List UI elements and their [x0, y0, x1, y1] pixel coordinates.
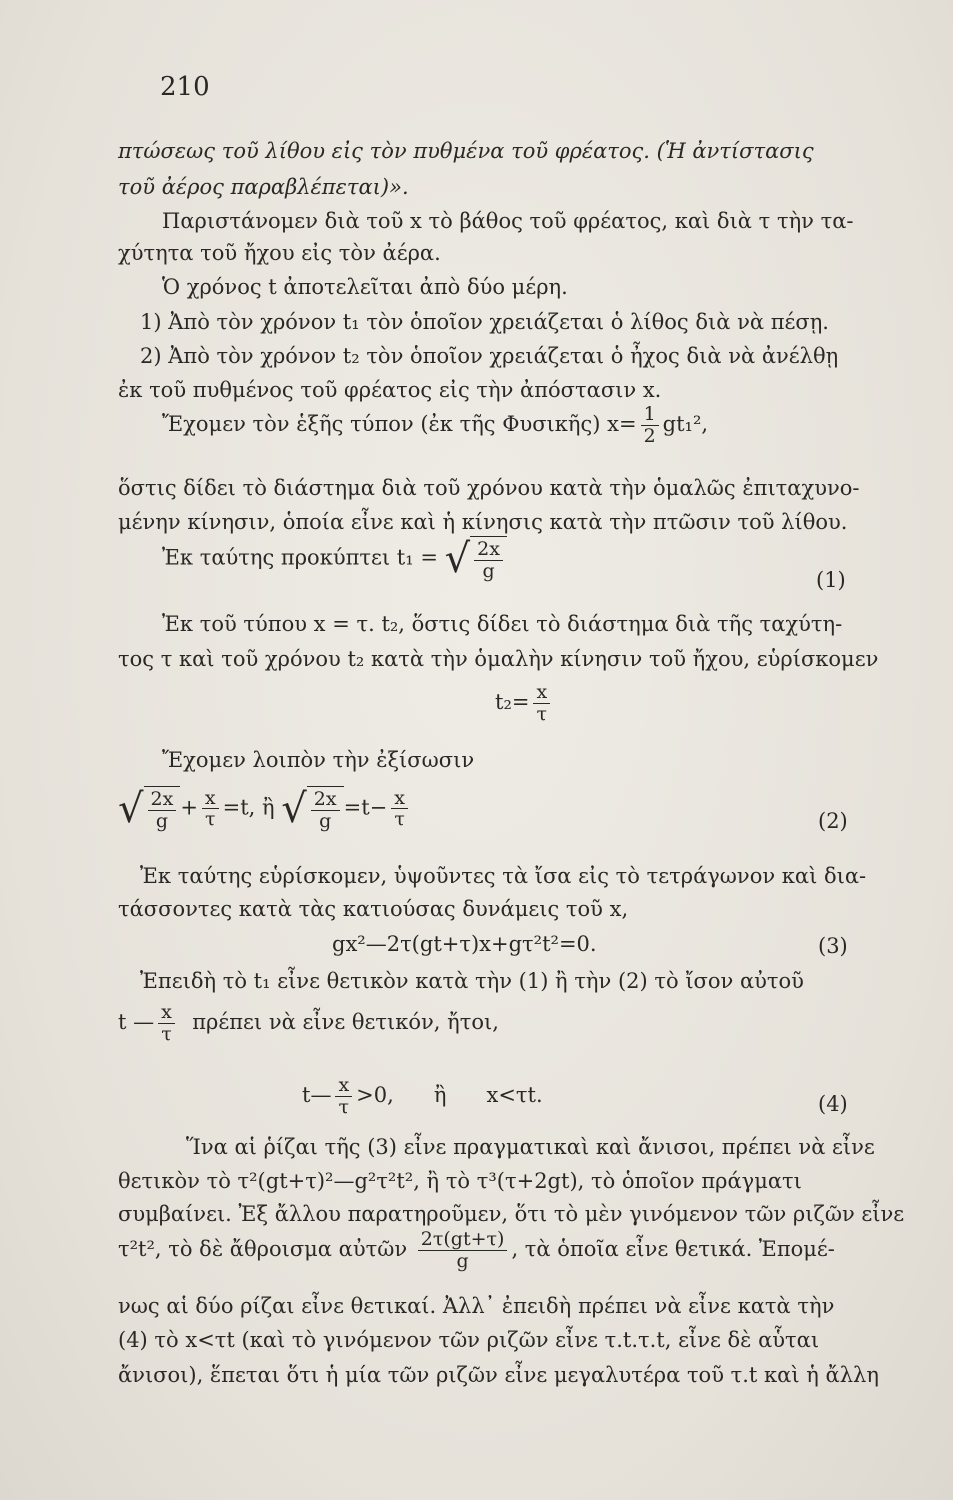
text-line-1: πτώσεως τοῦ λίθου εἰς τὸν πυθμένα τοῦ φρέατος. (Ἡ ἀντίστασις [118, 139, 814, 163]
line-23-post: >0, ἢ x<τt. [356, 1082, 543, 1107]
frac-num: x [533, 682, 550, 704]
frac-den: τ [536, 702, 548, 725]
frac-num: 1 [641, 404, 659, 426]
text-line-21: Ἐπειδὴ τὸ t₁ εἶνε θετικὸν κατὰ τὴν (1) ἢ τὴν (2) τὸ ἴσον αὐτοῦ [140, 969, 804, 993]
text-line-6: 1) Ἀπὸ τὸν χρόνον t₁ τὸν ὁποῖον χρειάζεται ὁ λίθος διὰ νὰ πέσῃ. [140, 310, 829, 334]
text-line-8: ἐκ τοῦ πυθμένος τοῦ φρέατος εἰς τὴν ἀπόστασιν x. [118, 378, 662, 402]
sqrt-2x-g: √ $\frac{2x}{g}$ [445, 536, 507, 582]
frac-num: 2x [474, 539, 503, 561]
text-line-19: τάσσοντες κατὰ τὰς κατιούσας δυνάμεις τοῦ x, [118, 897, 629, 921]
text-line-14: τος τ καὶ τοῦ χρόνου t₂ κατὰ τὴν ὁμαλὴν κίνησιν τοῦ ἤχου, εὑρίσκομεν [118, 647, 879, 671]
text-line-7: 2) Ἀπὸ τὸν χρόνον t₂ τὸν ὁποῖον χρειάζεται ὁ ἦχος διὰ νὰ ἀνέλθῃ [140, 344, 839, 368]
fraction-x-tau [533, 682, 550, 725]
frac-den: g [319, 809, 332, 832]
fraction-x-tau [158, 1002, 175, 1045]
equation-number-2: (2) [818, 809, 848, 833]
line-22-post: πρέπει νὰ εἶνε θετικόν, ἤτοι, [192, 1009, 499, 1034]
frac-den: g [456, 1249, 469, 1272]
line-15-text: t₂= [495, 689, 530, 714]
line-27-text: τ²t², τὸ δὲ ἄθροισμα αὐτῶν [118, 1236, 408, 1261]
frac-num: x [202, 788, 219, 810]
frac-den: g [482, 559, 495, 582]
frac-num: x [158, 1002, 175, 1024]
text-line-30: ἄνισοι), ἕπεται ὅτι ἡ μία τῶν ριζῶν εἶνε μεγαλυτέρα τοῦ τ.t καὶ ἡ ἄλλη [118, 1363, 879, 1387]
equation-3: gx²—2τ(gt+τ)x+gτ²t²=0. [332, 932, 597, 956]
page-number: 210 [160, 72, 210, 102]
text-line-2: τοῦ ἀέρος παραβλέπεται)». [118, 175, 409, 199]
plus-sign: + [180, 795, 198, 820]
fraction-x-tau [202, 788, 219, 831]
frac-num: x [335, 1075, 352, 1097]
line-22-text: t — [118, 1009, 155, 1034]
line-12-text: Ἐκ ταύτης προκύπτει t₁ = [162, 545, 438, 570]
text-line-29: (4) τὸ x<τt (καὶ τὸ γινόμενον τῶν ριζῶν εἶνε τ.t.τ.t, εἶνε δὲ αὗται [118, 1328, 820, 1352]
frac-den: g [155, 809, 168, 832]
text-line-22 [118, 1002, 499, 1045]
text-line-11: μένην κίνησιν, ὁποία εἶνε καὶ ἡ κίνησις κατὰ τὴν πτῶσιν τοῦ λίθου. [118, 510, 848, 534]
sqrt-2x-g: √ $\frac{2x}{g}$ [118, 786, 180, 832]
text-line-3: Παριστάνομεν διὰ τοῦ x τὸ βάθος τοῦ φρέατος, καὶ διὰ τ τὴν τα- [162, 209, 854, 233]
equation-number-4: (4) [818, 1092, 848, 1116]
text-line-25: θετικὸν τὸ τ²(gt+τ)²—g²τ²t², ἢ τὸ τ³(τ+2gt), τὸ ὁποῖον πράγματι [118, 1169, 802, 1193]
equation-number-3: (3) [818, 934, 848, 958]
text-line-4: χύτητα τοῦ ἤχου εἰς τὸν ἀέρα. [118, 241, 441, 265]
frac-den: 2 [643, 424, 656, 447]
fraction-x-tau [391, 788, 408, 831]
frac-num: 2x [148, 789, 177, 811]
text-line-9 [162, 404, 708, 447]
text-line-12 [162, 536, 507, 582]
frac-den: τ [394, 808, 405, 831]
fraction-half [641, 404, 659, 447]
fraction-x-tau [335, 1075, 352, 1118]
line-9-post: gt₁², [662, 411, 709, 436]
text-line-28: νως αἱ δύο ρίζαι εἶνε θετικαί. Ἀλλ᾽ ἐπειδὴ πρέπει νὰ εἶνε κατὰ τὴν [118, 1294, 835, 1318]
text-line-24: Ἵνα αἱ ῥίζαι τῆς (3) εἶνε πραγματικαὶ καὶ ἄνισοι, πρέπει νὰ εἶνε [186, 1135, 875, 1159]
text-line-10: ὅστις δίδει τὸ διάστημα διὰ τοῦ χρόνου κατὰ τὴν ὁμαλῶς ἐπιταχυνο- [118, 476, 860, 500]
text-line-13: Ἐκ τοῦ τύπου x = τ. t₂, ὅστις δίδει τὸ διάστημα διὰ τῆς ταχύτη- [162, 612, 843, 636]
line-9-text: Ἔχομεν τὸν ἑξῆς τύπον (ἐκ τῆς Φυσικῆς) x= [162, 411, 637, 436]
text-line-26: συμβαίνει. Ἐξ ἄλλου παρατηροῦμεν, ὅτι τὸ μὲν γινόμενον τῶν ριζῶν εἶνε [118, 1202, 905, 1226]
frac-num: 2τ(gt+τ) [418, 1229, 508, 1251]
fraction-sum-of-roots [418, 1229, 508, 1272]
text-line-15 [495, 682, 554, 725]
frac-num: 2x [311, 789, 340, 811]
equation-number-1: (1) [816, 568, 846, 592]
equals-t-minus: =t− [343, 795, 388, 820]
inequality-4 [302, 1075, 543, 1118]
frac-den: τ [338, 1095, 350, 1118]
text-line-18: Ἐκ ταύτης εὑρίσκομεν, ὑψοῦντες τὰ ἴσα εἰς τὸ τετράγωνον καὶ δια- [140, 864, 867, 888]
sqrt-2x-g: √ $\frac{2x}{g}$ [281, 786, 343, 832]
text-line-16: Ἔχομεν λοιπὸν τὴν ἐξίσωσιν [162, 748, 475, 772]
frac-num: x [391, 788, 408, 810]
line-27-post: , τὰ ὁποῖα εἶνε θετικά. Ἐπομέ- [511, 1236, 835, 1261]
line-23-text: t— [302, 1082, 332, 1107]
text-line-27 [118, 1229, 835, 1272]
equation-2 [118, 786, 412, 832]
frac-den: τ [161, 1022, 172, 1045]
text-line-5: Ὁ χρόνος t ἀποτελεῖται ἀπὸ δύο μέρη. [162, 275, 568, 299]
equals-t-or: =t, ἢ [222, 795, 275, 820]
frac-den: τ [205, 808, 216, 831]
